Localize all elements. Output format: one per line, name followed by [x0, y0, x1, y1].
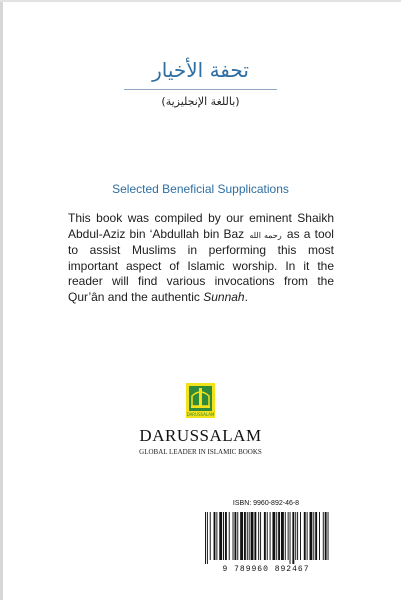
- barcode-bar: [225, 512, 227, 560]
- barcode-bar: [254, 512, 256, 560]
- barcode-bar: [207, 512, 208, 564]
- isbn-label: ISBN: 9960-892-46-8: [232, 500, 300, 507]
- description-end: .: [244, 289, 248, 304]
- barcode-digits: 9 789960 892467: [222, 565, 310, 574]
- arabic-subtitle: (باللغة الإنجليزية): [161, 95, 240, 108]
- barcode-bar: [319, 512, 320, 560]
- barcode-bar: [260, 512, 261, 560]
- barcode-bar: [267, 512, 268, 560]
- barcode-bar: [300, 512, 301, 560]
- barcode-bar: [323, 512, 324, 560]
- barcode-bar: [223, 512, 224, 560]
- barcode-bar: [216, 512, 217, 560]
- publisher-name: DARUSSALAM: [139, 426, 262, 445]
- arabic-title: تحفة الأخيار: [152, 58, 249, 82]
- barcode-bar: [210, 512, 211, 560]
- darussalam-logo-icon: [186, 383, 215, 418]
- isbn-block: [195, 498, 337, 582]
- barcode-bar: [234, 512, 236, 560]
- barcode-bar: [288, 512, 289, 560]
- barcode-bar: [272, 512, 275, 560]
- barcode-bar: [205, 512, 206, 564]
- barcode-bar: [328, 512, 329, 560]
- barcode-bar: [276, 512, 277, 560]
- section-title: Selected Beneficial Supplications: [112, 182, 289, 196]
- barcode-bar: [290, 512, 291, 564]
- barcode-bar: [307, 512, 308, 560]
- barcode-bar: [237, 512, 238, 560]
- barcode-bar: [264, 512, 266, 560]
- publisher-tagline: GLOBAL LEADER IN ISLAMIC BOOKS: [139, 448, 262, 456]
- barcode-bar: [229, 512, 230, 560]
- top-edge-shadow: [0, 0, 401, 2]
- description-part-2: as a tool to assist Muslims in performing this most important aspect of Islamic worship. In it the reader will find various invocations from the Qur’ân and the authentic: [68, 226, 334, 304]
- description-paragraph: [68, 211, 334, 305]
- barcode-bar: [214, 512, 216, 560]
- barcode-bar: [310, 512, 313, 560]
- barcode-bar: [247, 512, 248, 560]
- barcode-bar: [219, 512, 222, 560]
- barcode-bar: [233, 512, 234, 560]
- logo-small-text: DARUSSALAM: [186, 412, 215, 417]
- barcode-bar: [285, 512, 286, 560]
- barcode-bar: [313, 512, 314, 560]
- barcode-bar: [249, 512, 250, 560]
- honorific-phrase: رحمه الله: [249, 230, 282, 240]
- barcode-bar: [281, 512, 284, 560]
- barcode-bar: [240, 512, 243, 560]
- barcode-bar: [278, 512, 280, 560]
- barcode-bar: [304, 512, 306, 560]
- barcode-bar: [325, 512, 327, 560]
- title-divider: [124, 89, 277, 90]
- barcode-bar: [251, 512, 254, 560]
- barcode-bar: [295, 512, 296, 560]
- barcode-bar: [258, 512, 259, 560]
- barcode: [203, 512, 331, 564]
- barcode-bar: [315, 512, 317, 560]
- barcode-bar: [292, 512, 294, 564]
- barcode-bar: [244, 512, 246, 560]
- barcode-bar: [270, 512, 271, 560]
- description-part-1: This book was compiled by our eminent Shaikh Abdul-Aziz bin ‘Abdullah bin Baz: [68, 211, 334, 241]
- sunnah-word: Sunnah: [203, 289, 245, 304]
- left-edge-shadow: [0, 0, 3, 600]
- barcode-bar: [297, 512, 298, 560]
